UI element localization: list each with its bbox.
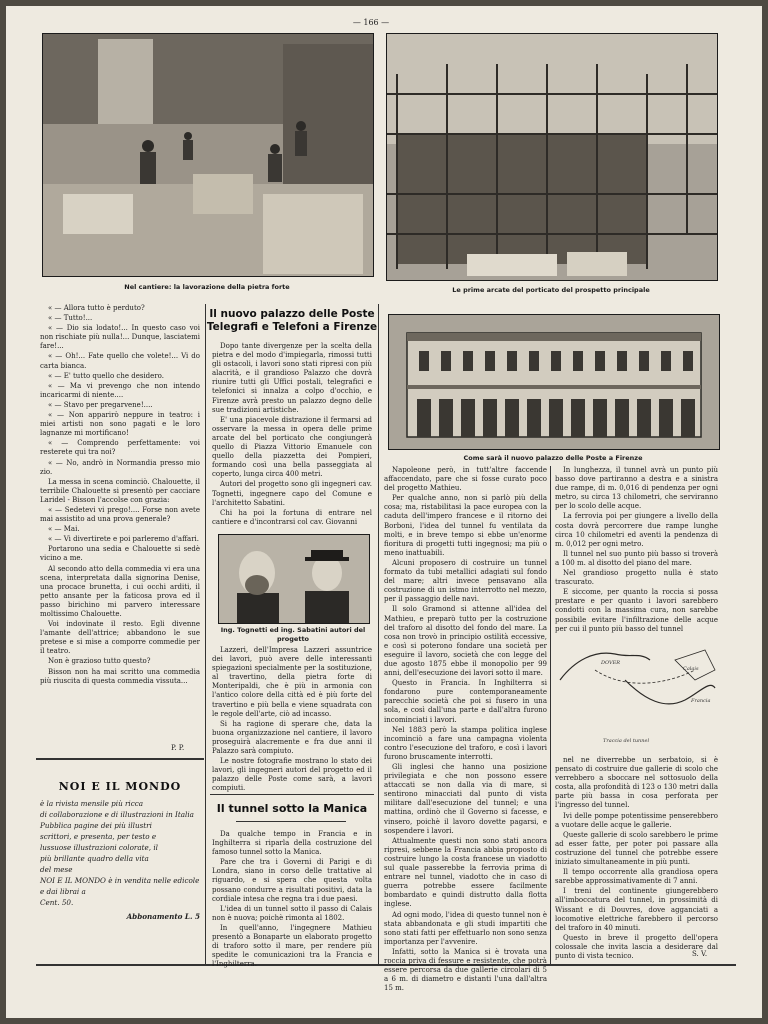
facade-drawing [388,314,720,450]
tunnel-paragraph: Queste gallerie di scolo sarebbero le prime ad esser fatte, per poter poi passare alla costruzione del tunnel che potrebbe essere iniziato simultaneamente in più punti. [555,830,718,867]
tunnel-paragraph: Gli inglesi che hanno una posizione privilegiata e che non possono essere attaccati se non dalla via di mare, si sentirono minacciati dal punto di vista militare dall'esecuzione del tunnel; e una mattina, ordinò che il Governo si facesse, e vinsero, poichè il lavoro dovette pagarsi, e sospendere i lavori. [384,763,547,835]
story-paragraph: La messa in scena cominciò. Chalouette, il terribile Chalouette si presentò per cacciare Laridel - Bisson l'accolse con grazia: [40,477,200,504]
story-paragraph: « — Non apparirò neppure in teatro: i miei artisti non sono pagati e le loro lagnanze mi mortificano! [40,411,200,438]
ad-title: NOI E IL MONDO [58,780,182,793]
scaffolding-photo [386,33,718,281]
poste-paragraph: Si ha ragione di sperare che, data la buona organizzazione nel cantiere, il lavoro proseguirà alacremente e fra due anni il Palazzo sarà compiuto. [212,719,372,756]
column-divider [205,304,206,964]
story-paragraph: « — E' tutto quello che desidero. [48,371,164,380]
scaffolding-illustration [387,34,717,280]
tunnel-article-col4-bottom [555,756,718,960]
story-paragraph: « — Ma vi prevengo che non intendo incaricarmi di niente.... [40,381,200,399]
story-column [40,304,200,744]
ad-line: più brillante quadro della vita [40,854,149,863]
poste-paragraph: E' una piacevole distrazione il fermarsi ad osservare la messa in opera delle prime arcate del bel porticato che congiungerà quello di Piazza Vittorio Emanuele con quello della piazzetta dei Pompieri, formando così una bella passeggiata al coperto, lunga circa 400 metri. [212,415,372,479]
story-paragraph: Bisson non ha mai scritto una commedia più riuscita di questa commedia vissuta... [40,667,200,685]
story-paragraph: « — Tutto!... [48,314,93,323]
ad-line: di collaborazione e di illustrazioni in Italia [40,810,194,819]
ad-line: NOI E IL MONDO è in vendita nelle edicole e dai librai a [40,876,200,896]
page-number: — 166 — [352,18,390,27]
quarry-photo-caption: Nel cantiere: la lavorazione della pietra forte [124,283,290,291]
tunnel-paragraph: Questo in Francia. In Inghilterra si fondarono pure contemporaneamente parecchie società che poi si fusero in una sola, e così dall'una parte e dall'altra furono incominciati i lavori. [384,679,547,724]
poste-paragraph: Le nostre fotografie mostrano lo stato dei lavori, gli ingegneri autori del progetto ed il palazzo delle Poste come sarà, a lavori compiuti. [212,757,372,793]
channel-tunnel-map [555,640,718,750]
tunnel-article-col4-top [555,466,718,636]
poste-paragraph: Dopo tante divergenze per la scelta della pietra e del modo d'impiegarla, rimossi tutti gli ostacoli, i lavori sono stati ripresi con più alacrità, e il grandioso Palazzo che dovrà riunire tutti gli Uffici postali, telegrafici e telefonici si innalza a colpo d'occhio, e Firenze avrà presto un palazzo degno delle sue tradizioni artistiche. [212,342,372,414]
tunnel-paragraph: Alcuni proposero di costruire un tunnel formato da tubi metallici adagiati sul fondo del mare; altri invece pensavano alla costruzione di un istmo interrotto nel mezzo, per il passaggio delle navi. [384,558,547,604]
channel-map-illustration [555,640,718,750]
tunnel-paragraph: Ad ogni modo, l'idea di questo tunnel non è stata abbandonata e gli studi impartiti che sono stati fatti per effettuarlo non sono senza importanza per l'avvenire. [384,910,547,946]
ad-line: è la rivista mensile più ricca [40,799,144,808]
map-label: DOVER [601,660,621,666]
tunnel-paragraph: Attualmente questi non sono stati ancora ripresi, sebbene la Francia abbia proposto di costruire lungo la costa francese un viadotto sul quale passerebbe la ferrovia prima di entrare nel tunnel, viadotto che in caso di guerra potrebbe essere facilmente bombardato e quindi distrutto dalla flotta inglese. [384,836,547,909]
tunnel-paragraph: Napoleone però, in tutt'altre faccende affaccendato, pare che si fosse curato poco del progetto Mathieu. [384,466,547,493]
map-label: Francia [691,698,711,704]
ad-line: Cent. 50. [40,898,74,907]
tunnel-paragraph: Il solo Gramond si attenne all'idea del Mathieu, e preparò tutto per la costruzione del traforo al disotto del fondo del mare. La cosa non trovò in principio ostilità eccessive, e così si poterono fondare una società per eseguire il lavoro, società che con legge del due agosto 1875 ebbe il monopolio per 99 anni, dell'esecuzione dei lavori sotto il mare. [384,605,547,678]
tunnel-paragraph: Infatti, sotto la Manica si è trovata una roccia priva di fessure e resistente, che potrà essere percorsa da due gallerie circolari di 5 a 6 m. di diametro e distanti l'una dall'altra 15 m. [384,947,547,993]
tunnel-paragraph: Per qualche anno, non si parlò più della cosa; ma, ristabilitasi la pace europea con la caduta dell'impero francese e il ritorno dei Borboni, l'idea del tunnel fu ventilata da molti, e in breve tempo si ebbe un'enorme fioritura di progetti tutti ingegnosi; ma più o meno inattuabili. [384,494,547,557]
facade-illustration [389,315,719,449]
quarry-stone-illustration [43,34,373,276]
ad-line: scrittori, e presenta, per testo e [40,832,157,841]
tunnel-paragraph: L'idea di un tunnel sotto il passo di Calais non è nuova; poichè rimonta al 1802. [212,904,372,922]
tunnel-paragraph: Ivi delle pompe potentissime penserebbero a vuotare delle acque le gallerie. [555,811,718,829]
story-paragraph: « — Vi divertirete e poi parleremo d'affari. [48,535,200,544]
portraits-illustration [219,535,369,623]
story-paragraph: « — Dio sia lodato!... In questo caso voi non rischiate più nulla!... Dunque, lasciatemi fare!... [40,324,200,351]
story-paragraph: « — Sedetevi vi prego!.... Forse non avete mai assistito ad una prova generale? [40,505,200,524]
story-paragraph: « — Stavo per pregarvene!.... [48,400,153,409]
tunnel-paragraph: I treni del continente giungerebbero all'imboccatura del tunnel, in prossimità di Wissant e di Douvres, dove agganciati a locomotive elettriche farebbero il percorso del traforo in 40 minuti. [555,887,718,932]
ad-subscription: Abbonamento L. 5 [126,912,200,921]
portraits-caption: Ing. Tognetti ed ing. Sabatini autori del progetto [220,626,366,643]
story-paragraph: « — Comprendo perfettamente: voi resterete qui tra noi? [40,439,200,457]
poste-paragraph: Autori del progetto sono gli ingegneri cav. Tognetti, ingegnere capo del Comune e l'architetto Sabatini. [212,480,372,507]
tunnel-paragraph: nel ne diverrebbe un serbatoio, si è pensato di costruire due gallerie di scolo che verrebbero a sboccare nel sottosuolo della costa, alla profondità di 123 o 130 metri dalla parte più bassa in cosa perforata per l'ingresso del tunnel. [555,756,718,810]
tunnel-paragraph: In quell'anno, l'ingegnere Mathieu presentò a Bonaparte un elaborato progetto di traforo sotto il mare, per rendere più spedite le comunicazioni tra la Francia e l'Inghilterra. [212,923,372,969]
ad-line: Pubblica pagine dei più illustri [40,821,152,830]
story-paragraph: Portarono una sedia e Chalouette si sedè vicino a me. [40,545,200,563]
column-divider [36,758,204,760]
story-paragraph: « — No, andrò in Normandia presso mio zio. [40,458,200,476]
noi-e-il-mondo-ad [40,780,200,950]
scaffolding-photo-caption: Le prime arcate del porticato del prospetto principale [452,286,650,294]
quarry-stone-photo [42,33,374,277]
story-signature: P. P. [171,744,185,752]
tunnel-paragraph: La ferrovia poi per giungere a livello della costa dovrà percorrere due rampe lunghe circa 10 chilometri ed aventi la pendenza di m. 0,012 per ogni metro. [555,512,718,548]
article-divider [210,794,374,795]
facade-caption: Come sarà il nuovo palazzo delle Poste a Firenze [463,454,643,462]
story-paragraph: Non è grazioso tutto questo? [48,657,151,666]
tunnel-paragraph: Il tunnel nel suo punto più basso si troverà a 100 m. al disotto del piano del mare. [555,549,718,567]
map-label: Calais [683,666,699,672]
tunnel-paragraph: Da qualche tempo in Francia e in Inghilterra si riparla della costruzione del famoso tunnel sotto la Manica. [212,830,372,857]
tunnel-headline-rule [236,821,346,822]
story-paragraph: Al secondo atto della commedia vi era una scena, interpretata dalla signorina Denise, una procace brunetta, i cui occhi arditi, il petto ansante per la faticosa prova ed il passo birichino mi parvero interessare moltissimo Chalouette. [40,564,200,618]
tunnel-article-col2 [212,830,372,969]
magazine-page [6,6,762,1018]
tunnel-paragraph: Nel grandioso progetto nulla è stato trascurato. [555,569,718,587]
tunnel-paragraph: Questo in breve il progetto dell'opera colossale che invita lascia a desiderare dal punto di vista tecnico. [555,933,718,960]
story-paragraph: « — Allora tutto è perduto? [48,304,145,312]
ad-line: lussuose illustrazioni colorate, il [40,843,158,852]
tunnel-paragraph: Il tempo occorrente alla grandiosa opera sarebbe approssimativamente di 7 anni. [555,868,718,886]
poste-paragraph: Lazzeri, dell'Impresa Lazzeri assuntrice dei lavori, può avere delle interessanti spiegazioni specialmente per la sostituzione, al travertino, della pietra forte di Monteripaldi, che è più in armonia con l'antico colore della città ed è più forte del travertino e più bella e viene squadrata con le regole dell'arte, ciò ad incasso. [212,646,372,718]
tunnel-paragraph: Nel 1883 però la stampa politica inglese incominciò a fare una campagna violenta contro l'esecuzione del traforo, e così i lavori furono bruscamente interrotti. [384,725,547,761]
story-paragraph: « — Oh!... Fate quello che volete!... Vi do carta bianca. [40,352,200,370]
portraits-photo [218,534,370,624]
poste-paragraph: Chi ha poi la fortuna di entrare nel cantiere e d'incontrarsi col cav. Giovanni [212,508,372,526]
tunnel-paragraph: In lunghezza, il tunnel avrà un punto più basso dove partiranno a destra e a sinistra due rampe, di m. 0,016 di pendenza per ogni metro, su circa 13 chilometri, che serviranno per lo scolo delle acque. [555,466,718,511]
ad-line: del mese [40,865,73,874]
column-divider [378,304,379,964]
story-paragraph: « — Mai. [48,525,80,534]
tunnel-paragraph: Pare che tra i Governi di Parigi e di Londra, siano in corso delle trattative al riguardo, e si spera che questa volta possano condurre a risultati positivi, data la cordiale intesa che regna tra i due paesi. [212,858,372,903]
tunnel-article-col3 [384,466,547,993]
poste-article-bottom [212,646,372,793]
tunnel-signature: S. V. [692,950,708,958]
tunnel-headline: Il tunnel sotto la Manica [216,802,368,815]
map-label: Traccia del tunnel [603,738,650,744]
poste-headline: Il nuovo palazzo delle Poste Telegrafi e Telefoni a Firenze [206,308,378,333]
tunnel-paragraph: E siccome, per quanto la roccia si possa prestare e per quanto i lavori sarebbero condotti con la massima cura, non sarebbe possibile evitare l'infiltrazione delle acque per cui il punto più basso del tunnel [555,588,718,633]
ad-body [40,798,200,922]
story-paragraph: Voi indovinate il resto. Egli divenne l'amante dell'attrice; abbandono le sue pretese e si mise a comporre commedie per il teatro. [40,620,200,656]
column-divider [550,466,551,964]
poste-article-top [212,342,372,532]
